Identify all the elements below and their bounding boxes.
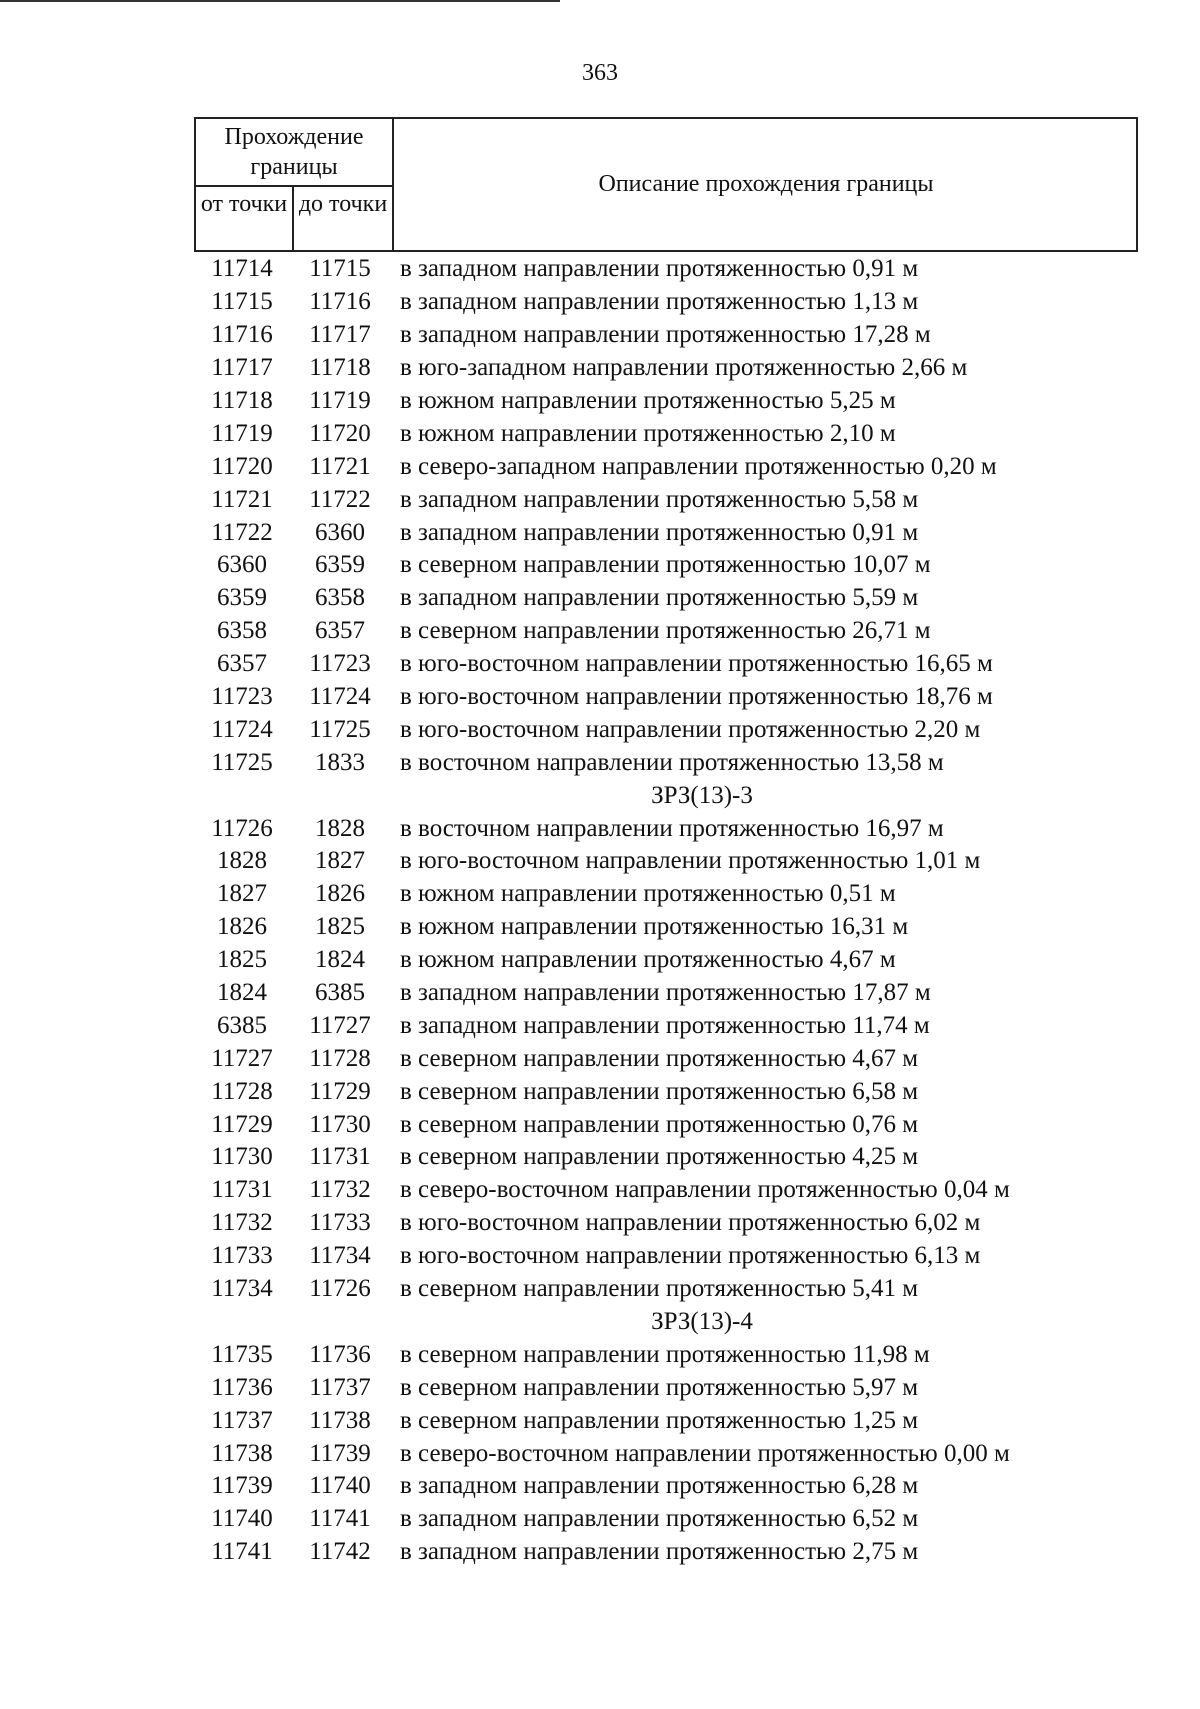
description-cell: в юго-восточном направлении протяженностью 18,76 м	[400, 683, 993, 711]
to-point-cell: 6385	[315, 979, 365, 1007]
from-point-cell: 1825	[217, 946, 267, 974]
table-row	[194, 1470, 1154, 1503]
section-heading	[194, 779, 1154, 812]
table-row	[194, 944, 1154, 977]
description-cell: в западном направлении протяженностью 17,28 м	[400, 321, 931, 349]
from-point-cell: 11717	[211, 354, 273, 382]
from-point-cell: 11736	[211, 1373, 273, 1401]
to-point-cell: 6360	[315, 518, 365, 546]
table-row	[194, 1141, 1154, 1174]
from-point-cell: 11727	[211, 1044, 273, 1072]
to-point-cell: 11728	[309, 1044, 371, 1072]
section-title: ЗРЗ(13)-4	[651, 1307, 753, 1335]
from-point-cell: 11728	[211, 1077, 273, 1105]
description-cell: в южном направлении протяженностью 5,25 м	[400, 387, 896, 414]
description-cell: в южном направлении протяженностью 2,10 м	[400, 419, 896, 447]
to-point-cell: 11715	[309, 255, 371, 283]
description-cell: в западном направлении протяженностью 5,58 м	[400, 485, 919, 513]
description-cell: в северном направлении протяженностью 4,67 м	[400, 1044, 919, 1072]
from-point-cell: 6360	[217, 551, 267, 579]
description-cell: в западном направлении протяженностью 1,13 м	[400, 288, 919, 316]
table-row	[194, 1371, 1154, 1404]
from-point-cell: 11721	[211, 485, 273, 513]
to-point-cell: 11734	[309, 1242, 371, 1270]
description-cell: в северном направлении протяженностью 0,76 м	[400, 1110, 919, 1138]
to-point-cell: 11723	[309, 650, 371, 678]
table-row	[194, 681, 1154, 714]
to-point-cell: 11720	[309, 419, 371, 447]
from-point-cell: 6385	[217, 1011, 267, 1039]
to-point-cell: 1826	[315, 880, 365, 908]
table-row	[194, 713, 1154, 746]
boundary-table-body	[194, 253, 1154, 1569]
table-row	[194, 812, 1154, 845]
table-row	[194, 483, 1154, 516]
description-cell: в юго-восточном направлении протяженностью 6,02 м	[400, 1209, 981, 1237]
from-point-cell: 11732	[211, 1209, 273, 1237]
from-point-cell: 1826	[217, 913, 267, 941]
table-row	[194, 746, 1154, 779]
from-point-cell: 11726	[211, 814, 273, 842]
description-cell: в восточном направлении протяженностью 16,97 м	[400, 814, 944, 842]
description-cell: в юго-восточном направлении протяженностью 2,20 м	[400, 715, 981, 743]
to-point-cell: 11737	[309, 1373, 371, 1401]
to-point-cell: 11731	[309, 1143, 371, 1171]
to-point-cell: 11739	[309, 1439, 371, 1467]
from-point-cell: 11718	[211, 387, 273, 414]
description-cell: в юго-восточном направлении протяженностью 6,13 м	[400, 1242, 981, 1270]
to-point-cell: 11727	[309, 1011, 371, 1039]
description-cell: в северо-западном направлении протяженностью 0,20 м	[400, 452, 997, 480]
to-point-cell: 11730	[309, 1110, 371, 1138]
description-cell: в северном направлении протяженностью 10,07 м	[400, 551, 931, 579]
from-point-cell: 11734	[211, 1275, 273, 1303]
from-point-cell: 6358	[217, 617, 267, 645]
from-point-cell: 11725	[211, 748, 273, 776]
description-cell: в западном направлении протяженностью 6,28 м	[400, 1472, 919, 1500]
description-cell: в северном направлении протяженностью 1,25 м	[400, 1406, 919, 1434]
table-row	[194, 253, 1154, 286]
table-row	[194, 1009, 1154, 1042]
to-point-cell: 11718	[309, 354, 371, 382]
from-point-cell: 11729	[211, 1110, 273, 1138]
table-row	[194, 417, 1154, 450]
to-point-cell: 11726	[309, 1275, 371, 1303]
from-point-cell: 11722	[211, 518, 273, 546]
from-point-cell: 11741	[211, 1538, 273, 1566]
scan-edge-line	[0, 0, 560, 2]
table-row	[194, 450, 1154, 483]
to-point-cell: 1828	[315, 814, 365, 842]
from-point-cell: 6357	[217, 650, 267, 678]
to-point-cell: 1827	[315, 847, 365, 875]
from-point-cell: 1828	[217, 847, 267, 875]
to-point-cell: 11716	[309, 288, 371, 316]
to-point-cell: 11742	[309, 1538, 371, 1566]
table-row	[194, 1042, 1154, 1075]
table-row	[194, 352, 1154, 385]
to-point-cell: 11738	[309, 1406, 371, 1434]
description-cell: в западном направлении протяженностью 5,59 м	[400, 584, 919, 612]
table-row	[194, 1536, 1154, 1569]
header-passage: Прохождение границы	[224, 124, 364, 180]
table-header	[194, 117, 1138, 252]
description-cell: в юго-западном направлении протяженностью 2,66 м	[400, 354, 968, 382]
from-point-cell: 11724	[211, 715, 273, 743]
table-row	[194, 1437, 1154, 1470]
to-point-cell: 1825	[315, 913, 365, 941]
to-point-cell: 11722	[309, 485, 371, 513]
table-row	[194, 549, 1154, 582]
table-row	[194, 911, 1154, 944]
description-cell: в южном направлении протяженностью 0,51 м	[400, 880, 896, 908]
from-point-cell: 11738	[211, 1439, 273, 1467]
table-row	[194, 286, 1154, 319]
to-point-cell: 6359	[315, 551, 365, 579]
table-row	[194, 319, 1154, 352]
from-point-cell: 1824	[217, 979, 267, 1007]
description-cell: в западном направлении протяженностью 6,52 м	[400, 1505, 919, 1533]
table-row	[194, 1207, 1154, 1240]
section-title: ЗРЗ(13)-3	[651, 781, 753, 809]
description-cell: в западном направлении протяженностью 2,75 м	[400, 1538, 919, 1566]
table-row	[194, 1174, 1154, 1207]
description-cell: в западном направлении протяженностью 0,91 м	[400, 518, 919, 546]
to-point-cell: 11740	[309, 1472, 371, 1500]
to-point-cell: 1824	[315, 946, 365, 974]
from-point-cell: 11719	[211, 419, 273, 447]
description-cell: в северном направлении протяженностью 26,71 м	[400, 617, 931, 645]
from-point-cell: 11740	[211, 1505, 273, 1533]
description-cell: в западном направлении протяженностью 11,74 м	[400, 1011, 930, 1039]
table-row	[194, 1240, 1154, 1273]
from-point-cell: 11716	[211, 321, 273, 349]
to-point-cell: 6358	[315, 584, 365, 612]
to-point-cell: 1833	[315, 748, 365, 776]
from-point-cell: 11730	[211, 1143, 273, 1171]
to-point-cell: 6357	[315, 617, 365, 645]
description-cell: в южном направлении протяженностью 16,31 м	[400, 913, 909, 941]
description-cell: в северном направлении протяженностью 4,25 м	[400, 1143, 919, 1171]
table-row	[194, 615, 1154, 648]
table-row	[194, 648, 1154, 681]
from-point-cell: 6359	[217, 584, 267, 612]
from-point-cell: 11739	[211, 1472, 273, 1500]
to-point-cell: 11721	[309, 452, 371, 480]
table-row	[194, 878, 1154, 911]
table-row	[194, 516, 1154, 549]
from-point-cell: 11723	[211, 683, 273, 711]
description-cell: в северном направлении протяженностью 5,41 м	[400, 1275, 919, 1303]
from-point-cell: 11735	[211, 1340, 273, 1368]
description-cell: в северном направлении протяженностью 11,98 м	[400, 1340, 930, 1368]
from-point-cell: 11715	[211, 288, 273, 316]
header-to-point: до точки	[298, 191, 388, 217]
table-row	[194, 845, 1154, 878]
table-row	[194, 1404, 1154, 1437]
description-cell: в северо-восточном направлении протяженностью 0,04 м	[400, 1176, 1010, 1204]
from-point-cell: 11731	[211, 1176, 273, 1204]
description-cell: в восточном направлении протяженностью 13,58 м	[400, 748, 944, 776]
to-point-cell: 11717	[309, 321, 371, 349]
description-cell: в юго-восточном направлении протяженностью 1,01 м	[400, 847, 981, 875]
header-divider-sub	[196, 185, 392, 187]
header-from-point: от точки	[200, 191, 288, 217]
to-point-cell: 11725	[309, 715, 371, 743]
table-row	[194, 977, 1154, 1010]
section-heading	[194, 1306, 1154, 1339]
from-point-cell: 1827	[217, 880, 267, 908]
from-point-cell: 11714	[211, 255, 273, 283]
to-point-cell: 11733	[309, 1209, 371, 1237]
table-row	[194, 385, 1154, 418]
description-cell: в северном направлении протяженностью 6,58 м	[400, 1077, 919, 1105]
description-cell: в западном направлении протяженностью 17,87 м	[400, 979, 931, 1007]
description-cell: в северном направлении протяженностью 5,97 м	[400, 1373, 919, 1401]
description-cell: в западном направлении протяженностью 0,91 м	[400, 255, 919, 283]
table-row	[194, 1338, 1154, 1371]
table-row	[194, 1273, 1154, 1306]
to-point-cell: 11724	[309, 683, 371, 711]
to-point-cell: 11736	[309, 1340, 371, 1368]
to-point-cell: 11732	[309, 1176, 371, 1204]
table-row	[194, 1108, 1154, 1141]
from-point-cell: 11733	[211, 1242, 273, 1270]
description-cell: в юго-восточном направлении протяженностью 16,65 м	[400, 650, 993, 678]
table-row	[194, 1075, 1154, 1108]
table-row	[194, 1503, 1154, 1536]
description-cell: в северо-восточном направлении протяженностью 0,00 м	[400, 1439, 1010, 1467]
to-point-cell: 11729	[309, 1077, 371, 1105]
to-point-cell: 11719	[309, 387, 371, 414]
description-cell: в южном направлении протяженностью 4,67 м	[400, 946, 896, 974]
from-point-cell: 11720	[211, 452, 273, 480]
page-number: 363	[582, 60, 618, 86]
to-point-cell: 11741	[309, 1505, 371, 1533]
header-description: Описание прохождения границы	[598, 171, 934, 197]
table-row	[194, 582, 1154, 615]
from-point-cell: 11737	[211, 1406, 273, 1434]
